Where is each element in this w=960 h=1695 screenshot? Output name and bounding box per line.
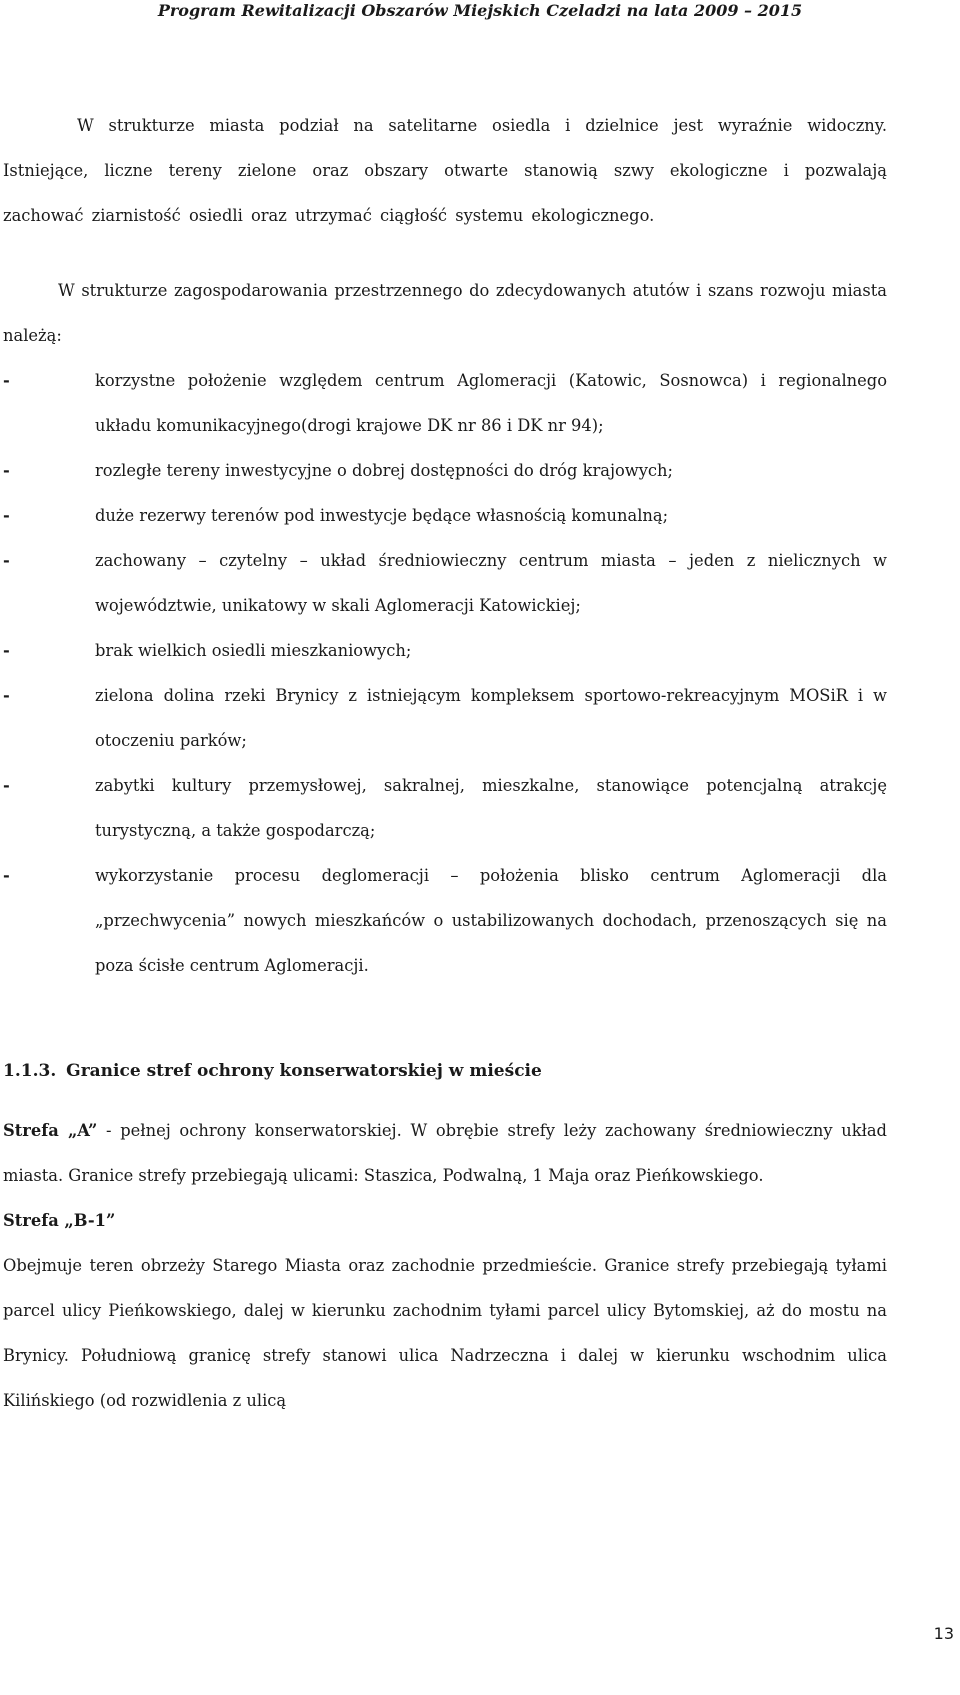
dash-marker: - bbox=[3, 551, 10, 570]
zone-b1-heading: Strefa „B-1” bbox=[3, 1211, 116, 1230]
list-item bbox=[3, 538, 887, 628]
list-item-text: duże rezerwy terenów pod inwestycje będące własnością komunalną; bbox=[95, 506, 669, 525]
header-title: Program Rewitalizacji Obszarów Miejskich Czeladzi na lata 2009 – 2015 bbox=[157, 1, 803, 20]
list-item bbox=[3, 358, 887, 448]
list-item-text: korzystne położenie względem centrum Aglomeracji (Katowic, Sosnowca) i regionalnego układu komunikacyjnego(drogi krajowe DK nr 86 i DK nr 94); bbox=[95, 371, 887, 435]
section-heading bbox=[3, 1049, 887, 1094]
list-item-text: brak wielkich osiedli mieszkaniowych; bbox=[95, 641, 412, 660]
list-item bbox=[3, 628, 887, 673]
assets-intro-paragraph: W strukturze zagospodarowania przestrzennego do zdecydowanych atutów i szans rozwoju miasta należą: bbox=[3, 281, 887, 345]
dash-marker: - bbox=[3, 461, 10, 480]
dash-marker: - bbox=[3, 506, 10, 525]
dash-marker: - bbox=[3, 641, 10, 660]
dash-marker: - bbox=[3, 371, 10, 390]
page-header bbox=[0, 0, 960, 26]
zone-a-label: Strefa „A” bbox=[3, 1121, 98, 1140]
section-title: Granice stref ochrony konserwatorskiej w mieście bbox=[66, 1061, 542, 1081]
list-item-text: zielona dolina rzeki Brynicy z istniejącym kompleksem sportowo-rekreacyjnym MOSiR i w otoczeniu parków; bbox=[95, 686, 887, 750]
section-number: 1.1.3. bbox=[3, 1061, 57, 1081]
zone-a-text: - pełnej ochrony konserwatorskiej. W obrębie strefy leży zachowany średniowieczny układ miasta. Granice strefy przebiegają ulicami: Staszica, Podwalną, 1 Maja oraz Pieńkowskiego. bbox=[3, 1121, 887, 1185]
dash-marker: - bbox=[3, 686, 10, 705]
list-item bbox=[3, 448, 887, 493]
zone-a-paragraph bbox=[3, 1108, 887, 1198]
zone-b1-paragraph: Obejmuje teren obrzeży Starego Miasta oraz zachodnie przedmieście. Granice strefy przebiegają tyłami parcel ulicy Pieńkowskiego, dalej w kierunku zachodnim tyłami parcel ulicy Bytomskiej, aż do mostu na Brynicy. Południową granicę strefy stanowi ulica Nadrzeczna i dalej w kierunku wschodnim ulica Kilińskiego (od rozwidlenia z ulicą bbox=[3, 1256, 887, 1410]
dash-marker: - bbox=[3, 776, 10, 795]
intro-paragraph: W strukturze miasta podział na satelitarne osiedla i dzielnice jest wyraźnie widoczny. Istniejące, liczne tereny zielone oraz obszary otwarte stanowią szwy ekologiczne i pozwalają zachować ziarnistość osiedli oraz utrzymać ciągłość systemu ekologicznego. bbox=[3, 116, 887, 225]
list-item-text: zachowany – czytelny – układ średniowieczny centrum miasta – jeden z nielicznych w województwie, unikatowy w skali Aglomeracji Katowickiej; bbox=[95, 551, 887, 615]
list-item-text: zabytki kultury przemysłowej, sakralnej, mieszkalne, stanowiące potencjalną atrakcję turystyczną, a także gospodarczą; bbox=[95, 776, 887, 840]
list-item bbox=[3, 763, 887, 853]
list-item-text: wykorzystanie procesu deglomeracji – położenia blisko centrum Aglomeracji dla „przechwycenia” nowych mieszkańców o ustabilizowanych dochodach, przenoszących się na poza ścisłe centrum Aglomeracji. bbox=[95, 866, 887, 975]
list-item bbox=[3, 853, 887, 988]
list-item bbox=[3, 493, 887, 538]
list-item-text: rozległe tereny inwestycyjne o dobrej dostępności do dróg krajowych; bbox=[95, 461, 674, 480]
page-number: 13 bbox=[933, 1624, 954, 1643]
dash-marker: - bbox=[3, 866, 10, 885]
document-body bbox=[3, 103, 887, 1423]
list-item bbox=[3, 673, 887, 763]
assets-list bbox=[3, 358, 887, 988]
